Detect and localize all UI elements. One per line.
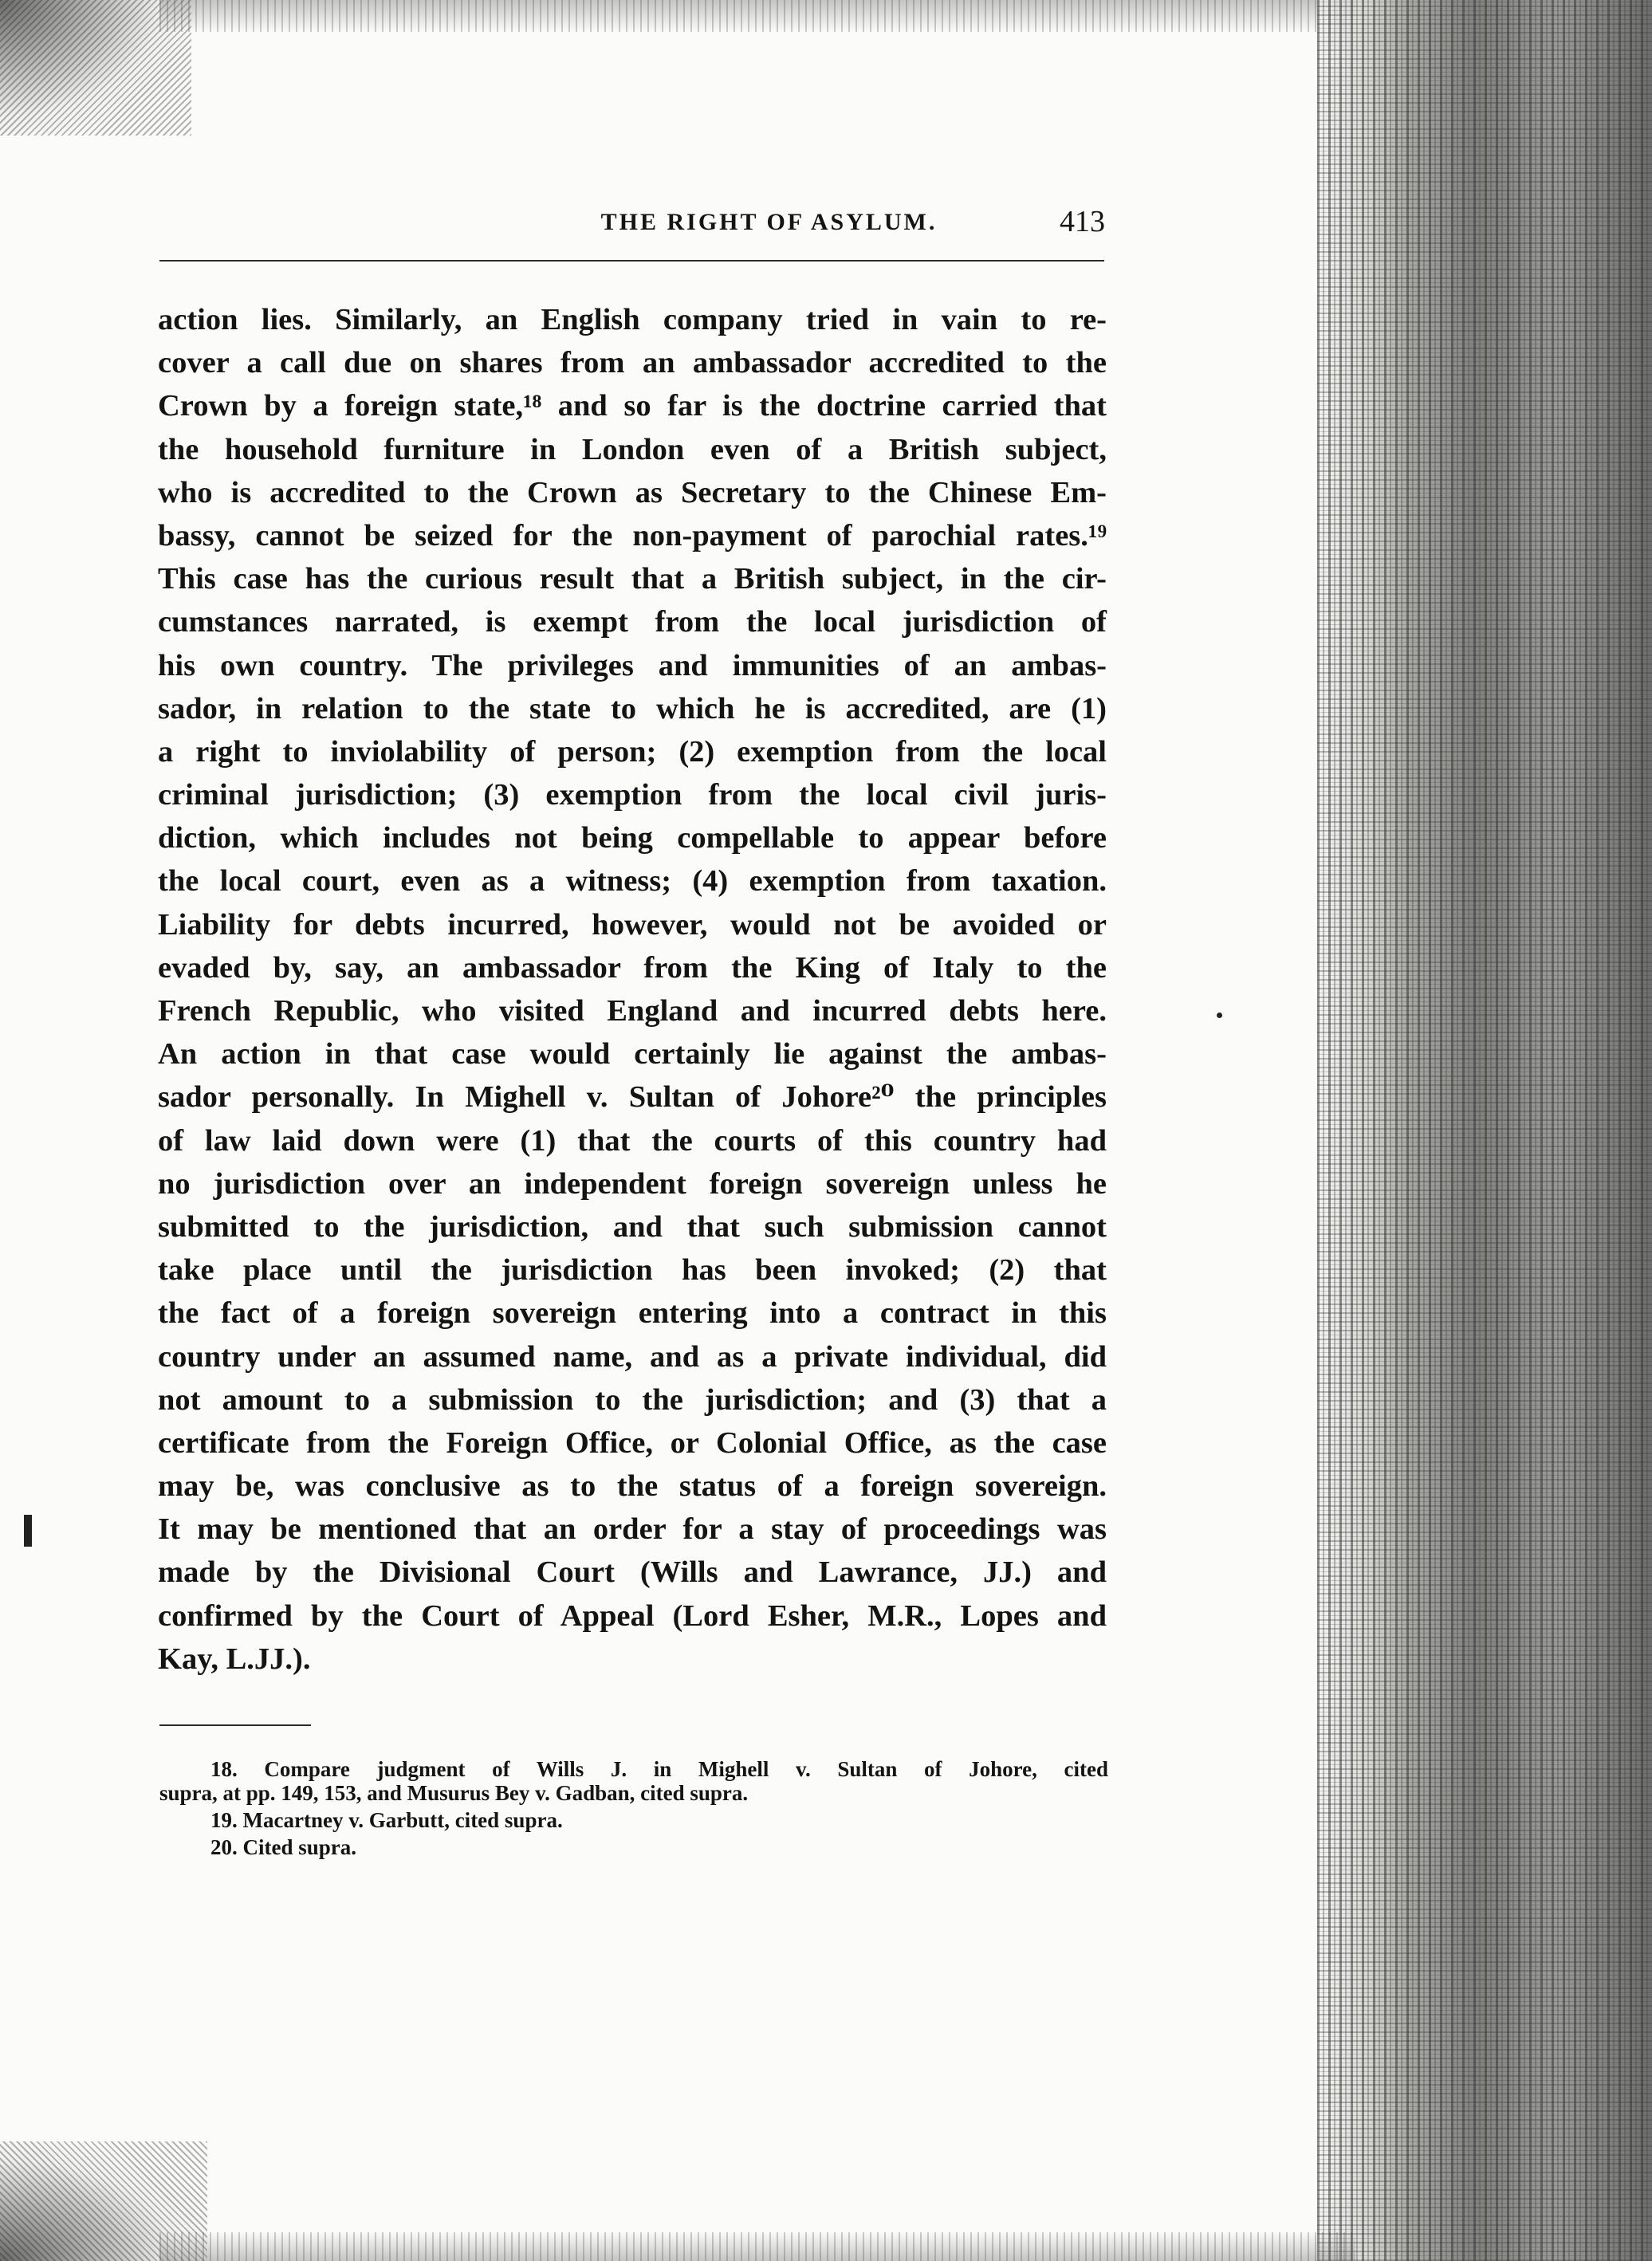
footnote-18: 18. Compare judgment of Wills J. in Mighell v. Sultan of Johore, cited (210, 1757, 1108, 1781)
text-line: certificate from the Foreign Office, or Colonial Office, as the case (158, 1425, 1107, 1460)
text-line: a right to inviolability of person; (2) exemption from the local (158, 734, 1107, 769)
body-paragraph (158, 298, 1107, 1681)
text-line: country under an assumed name, and as a private individual, did (158, 1339, 1107, 1374)
text-line: his own country. The privileges and immunities of an ambas- (158, 648, 1107, 682)
text-line: made by the Divisional Court (Wills and Lawrance, JJ.) and (158, 1555, 1107, 1590)
scan-speck (1217, 1013, 1222, 1018)
text-line: who is accredited to the Crown as Secretary to the Chinese Em- (158, 475, 1107, 509)
text-line: confirmed by the Court of Appeal (Lord Esher, M.R., Lopes and (158, 1598, 1107, 1633)
text-line: take place until the jurisdiction has been invoked; (2) that (158, 1253, 1107, 1288)
text-line: submitted to the jurisdiction, and that such submission cannot (158, 1209, 1107, 1244)
text-line: diction, which includes not being compellable to appear before (158, 821, 1107, 855)
scan-mark-left (24, 1515, 32, 1547)
text-line: the fact of a foreign sovereign entering into a contract in this (158, 1296, 1107, 1331)
running-head: THE RIGHT OF ASYLUM. (600, 209, 938, 235)
text-line: This case has the curious result that a British subject, in the cir- (158, 562, 1107, 596)
text-line: Crown by a foreign state,¹⁸ and so far is the doctrine carried that (158, 389, 1107, 423)
text-line: cover a call due on shares from an ambassador accredited to the (158, 346, 1107, 380)
scan-shadow-top (159, 0, 1355, 32)
scan-shadow-right (1317, 0, 1652, 2261)
scan-shadow-bottom (159, 2232, 1355, 2261)
header-rule (159, 260, 1104, 261)
text-line: An action in that case would certainly lie against the ambas- (158, 1037, 1107, 1072)
text-line: may be, was conclusive as to the status of a foreign sovereign. (158, 1469, 1107, 1504)
text-line: criminal jurisdiction; (3) exemption from the local civil juris- (158, 778, 1107, 812)
text-line: the household furniture in London even of a British subject, (158, 432, 1107, 466)
text-line: no jurisdiction over an independent foreign sovereign unless he (158, 1166, 1107, 1201)
text-line: evaded by, say, an ambassador from the King of Italy to the (158, 950, 1107, 985)
text-line: not amount to a submission to the jurisdiction; and (3) that a (158, 1382, 1107, 1417)
text-line: bassy, cannot be seized for the non-payment of parochial rates.¹⁹ (158, 518, 1107, 552)
footnote-20: 20. Cited supra. (210, 1835, 357, 1859)
footnote-rule (159, 1724, 311, 1726)
text-line: It may be mentioned that an order for a stay of proceedings was (158, 1512, 1107, 1547)
text-line: the local court, even as a witness; (4) exemption from taxation. (158, 864, 1107, 899)
text-line: Liability for debts incurred, however, would not be avoided or (158, 907, 1107, 942)
page-number: 413 (1060, 205, 1105, 238)
text-line: French Republic, who visited England and incurred debts here. (158, 994, 1107, 1028)
text-line: sador personally. In Mighell v. Sultan of Johore²⁰ the principles (158, 1080, 1107, 1115)
footnote-18-continued: supra, at pp. 149, 153, and Musurus Bey v. Gadban, cited supra. (159, 1781, 749, 1805)
text-line: Kay, L.JJ.). (158, 1642, 311, 1676)
text-line: sador, in relation to the state to which he is accredited, are (1) (158, 691, 1107, 725)
footnote-19: 19. Macartney v. Garbutt, cited supra. (210, 1808, 563, 1832)
text-line: of law laid down were (1) that the courts of this country had (158, 1123, 1107, 1158)
text-line: action lies. Similarly, an English company tried in vain to re- (158, 303, 1107, 336)
footnotes (159, 1757, 1108, 1859)
text-line: cumstances narrated, is exempt from the local jurisdiction of (158, 605, 1107, 639)
